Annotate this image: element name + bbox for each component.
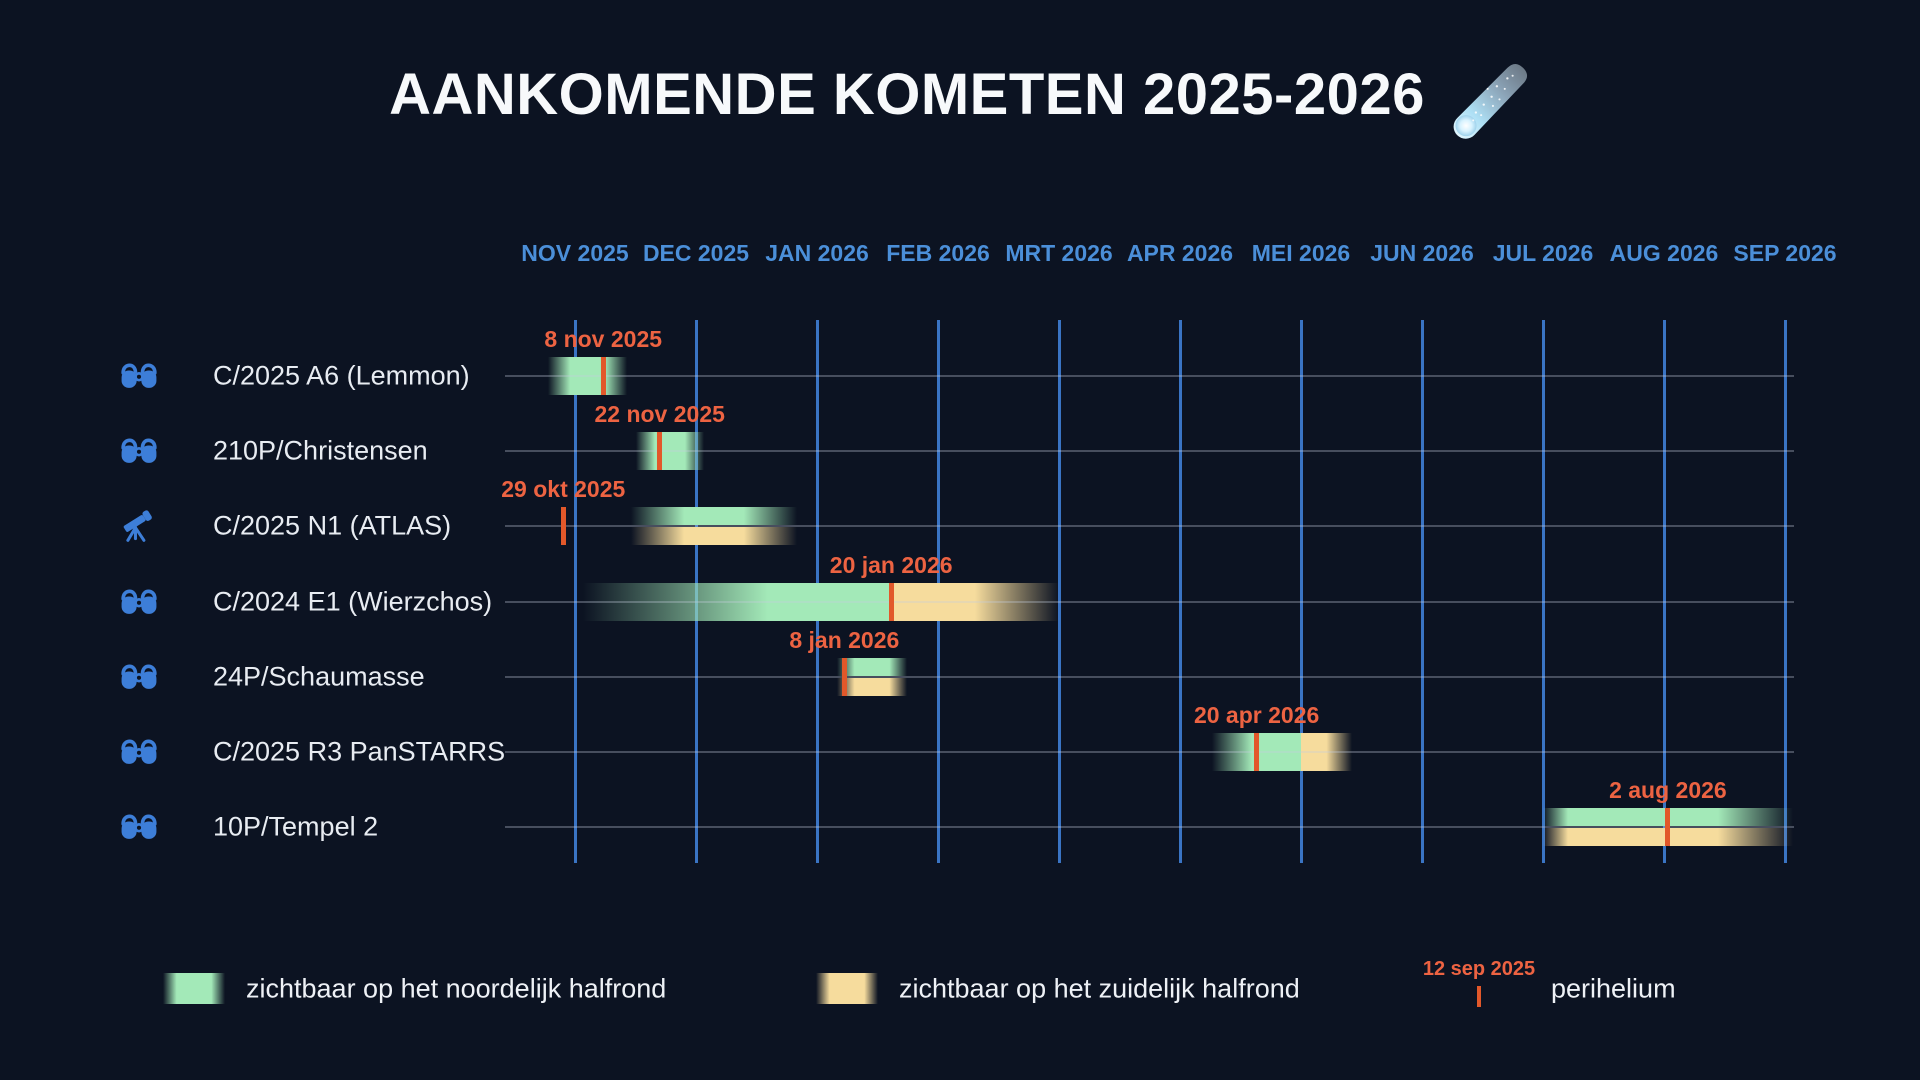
visibility-bar-south [837, 678, 907, 696]
perihelion-date-label: 8 jan 2026 [789, 627, 900, 653]
binoculars-icon [120, 739, 158, 766]
row-line [505, 450, 1794, 452]
perihelion-date-label: 8 nov 2025 [544, 326, 663, 352]
perihelion-date-label: 20 apr 2026 [1193, 702, 1320, 728]
perihelion-tick [1665, 808, 1670, 846]
legend-swatch-south [816, 973, 878, 1004]
legend-label-north: zichtbaar op het noordelijk halfrond [246, 973, 667, 1004]
month-label: FEB 2026 [886, 240, 990, 266]
binoculars-icon [120, 664, 158, 691]
perihelion-tick [1254, 733, 1259, 771]
visibility-bar-north [631, 507, 797, 525]
comet-icon [1447, 60, 1531, 149]
month-label: MRT 2026 [1005, 240, 1113, 266]
binoculars-icon [120, 363, 158, 390]
telescope-icon [120, 510, 156, 542]
perihelion-tick [889, 583, 894, 621]
comet-name: 210P/Christensen [213, 435, 428, 466]
month-label: AUG 2026 [1609, 240, 1719, 266]
month-label: JUL 2026 [1492, 240, 1594, 266]
month-gridline [574, 320, 577, 863]
month-label: MEI 2026 [1251, 240, 1351, 266]
month-gridline [1542, 320, 1545, 863]
comet-name: C/2024 E1 (Wierzchos) [213, 586, 493, 617]
row-line [505, 676, 1794, 678]
perihelion-date-label: 2 aug 2026 [1609, 777, 1727, 803]
row-line [505, 751, 1794, 753]
legend-perihelion-tick [1477, 986, 1481, 1007]
perihelion-tick [842, 658, 847, 696]
binoculars-icon [120, 438, 158, 465]
perihelion-date-label: 29 okt 2025 [501, 476, 626, 502]
page-title: AANKOMENDE KOMETEN 2025-2026 [389, 62, 1425, 127]
month-label: APR 2026 [1126, 240, 1234, 266]
legend-perihelion-label: perihelium [1551, 973, 1676, 1004]
month-label: JUN 2026 [1370, 240, 1474, 266]
comet-name: C/2025 A6 (Lemmon) [213, 360, 470, 391]
month-gridline [1421, 320, 1424, 863]
chart-title-row [0, 50, 1920, 139]
legend-swatch-north [163, 973, 225, 1004]
perihelion-date-label: 20 jan 2026 [829, 552, 953, 578]
legend-label-south: zichtbaar op het zuidelijk halfrond [899, 973, 1300, 1004]
legend-perihelion-date: 12 sep 2025 [1422, 958, 1536, 980]
row-line [505, 826, 1794, 828]
month-label: DEC 2025 [642, 240, 750, 266]
perihelion-tick [561, 507, 566, 545]
month-label: JAN 2026 [765, 240, 869, 266]
row-line [505, 525, 1794, 527]
comet-name: 24P/Schaumasse [213, 661, 425, 692]
perihelion-tick [657, 432, 662, 470]
perihelion-date-label: 22 nov 2025 [594, 401, 725, 427]
month-gridline [1300, 320, 1303, 863]
comet-name: 10P/Tempel 2 [213, 811, 379, 842]
row-line [505, 375, 1794, 377]
month-label: SEP 2026 [1733, 240, 1837, 266]
visibility-bar-south [631, 527, 797, 545]
row-line [505, 601, 1794, 603]
comet-name: C/2025 R3 PanSTARRS [213, 736, 506, 767]
binoculars-icon [120, 589, 158, 616]
perihelion-tick [601, 357, 606, 395]
comet-name: C/2025 N1 (ATLAS) [213, 510, 452, 541]
visibility-bar-north [837, 658, 907, 676]
month-gridline [1179, 320, 1182, 863]
month-label: NOV 2025 [521, 240, 629, 266]
month-gridline [1784, 320, 1787, 863]
binoculars-icon [120, 814, 158, 841]
